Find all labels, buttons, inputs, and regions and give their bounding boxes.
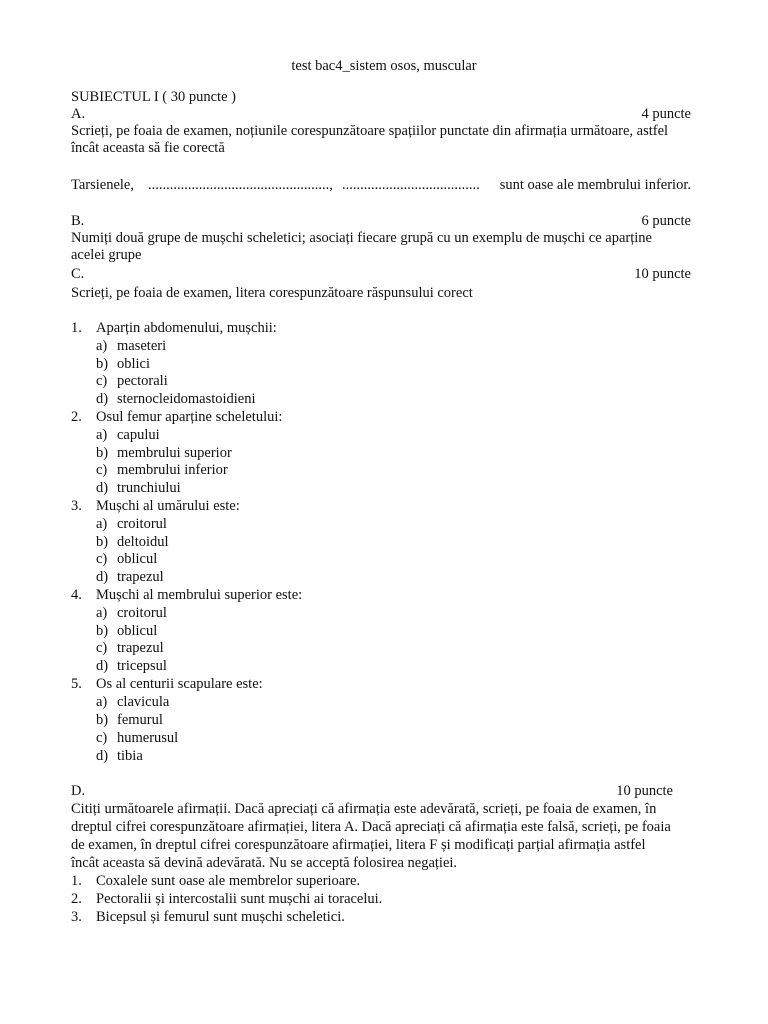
section-d-points: 10 puncte bbox=[616, 783, 673, 799]
statement-text: Bicepsul și femurul sunt mușchi scheletici. bbox=[96, 909, 345, 925]
section-b-letter: B. bbox=[71, 213, 85, 229]
section-c-letter: C. bbox=[71, 266, 85, 282]
question-text: Aparțin abdomenului, mușchii: bbox=[96, 320, 277, 336]
option-text: clavicula bbox=[117, 694, 170, 710]
option-letter: d) bbox=[96, 748, 109, 764]
section-d-instruction-cont: încât aceasta să devină adevărată. Nu se acceptă folosirea negației. bbox=[71, 855, 458, 871]
option-letter: b) bbox=[96, 623, 109, 639]
option-text: sternocleidomastoidieni bbox=[117, 391, 256, 407]
question-text: Mușchi al umărului este: bbox=[96, 498, 240, 514]
option-letter: b) bbox=[96, 534, 109, 550]
question-text: Osul femur aparține scheletului: bbox=[96, 409, 283, 425]
option-text: maseteri bbox=[117, 338, 167, 354]
question-number: 3. bbox=[71, 498, 82, 514]
option-letter: c) bbox=[96, 373, 108, 389]
option-letter: c) bbox=[96, 730, 108, 746]
fill-in-blank-2: ...................................... bbox=[342, 177, 480, 193]
option-letter: b) bbox=[96, 712, 109, 728]
document-title: test bac4_sistem osos, muscular bbox=[291, 58, 477, 74]
option-text: croitorul bbox=[117, 605, 167, 621]
question-number: 1. bbox=[71, 320, 82, 336]
section-a-points: 4 puncte bbox=[641, 106, 691, 122]
option-text: pectorali bbox=[117, 373, 168, 389]
option-text: croitorul bbox=[117, 516, 167, 532]
option-letter: a) bbox=[96, 427, 108, 443]
question-number: 2. bbox=[71, 409, 82, 425]
option-letter: a) bbox=[96, 694, 108, 710]
section-d-letter: D. bbox=[71, 783, 86, 799]
option-letter: d) bbox=[96, 569, 109, 585]
option-text: trapezul bbox=[117, 640, 164, 656]
section-b-instruction-cont: acelei grupe bbox=[71, 247, 142, 263]
option-text: oblicul bbox=[117, 623, 158, 639]
option-letter: d) bbox=[96, 391, 109, 407]
section-c-instruction: Scrieți, pe foaia de examen, litera corespunzătoare răspunsului corect bbox=[71, 285, 473, 301]
option-text: tibia bbox=[117, 748, 143, 764]
section-a-letter: A. bbox=[71, 106, 86, 122]
option-text: deltoidul bbox=[117, 534, 169, 550]
option-letter: d) bbox=[96, 658, 109, 674]
statement-number: 1. bbox=[71, 873, 82, 889]
statement-number: 3. bbox=[71, 909, 82, 925]
option-text: trapezul bbox=[117, 569, 164, 585]
question-number: 5. bbox=[71, 676, 82, 692]
option-text: oblici bbox=[117, 356, 151, 372]
option-text: oblicul bbox=[117, 551, 158, 567]
option-letter: a) bbox=[96, 516, 108, 532]
subject-heading: SUBIECTUL I ( 30 puncte ) bbox=[71, 89, 236, 105]
option-text: capului bbox=[117, 427, 160, 443]
section-d-instruction-cont: de examen, în dreptul cifrei corespunzătoare afirmației, litera F și modificați parțial afirmația astfel bbox=[71, 837, 646, 853]
option-letter: c) bbox=[96, 551, 108, 567]
option-text: membrului superior bbox=[117, 445, 232, 461]
section-b-instruction: Numiți două grupe de mușchi scheletici; asociați fiecare grupă cu un exemplu de mușchi ce aparține bbox=[71, 230, 652, 246]
statement-text: Coxalele sunt oase ale membrelor superioare. bbox=[96, 873, 361, 889]
fill-in-blank-1: .................................................., bbox=[148, 177, 333, 193]
option-text: membrului inferior bbox=[117, 462, 228, 478]
question-number: 4. bbox=[71, 587, 82, 603]
section-c-points: 10 puncte bbox=[634, 266, 691, 282]
question-text: Mușchi al membrului superior este: bbox=[96, 587, 303, 603]
option-letter: b) bbox=[96, 356, 109, 372]
section-b-points: 6 puncte bbox=[641, 213, 691, 229]
section-a-instruction: Scrieți, pe foaia de examen, noțiunile corespunzătoare spațiilor punctate din afirmația următoare, astfel bbox=[71, 123, 669, 139]
section-d-instruction-cont: dreptul cifrei corespunzătoare afirmației, litera A. Dacă apreciați că afirmația este falsă, scrieți, pe foaia bbox=[71, 819, 671, 835]
option-text: tricepsul bbox=[117, 658, 167, 674]
option-letter: c) bbox=[96, 462, 108, 478]
statement-text: Pectoralii și intercostalii sunt mușchi ai toracelui. bbox=[96, 891, 383, 907]
option-letter: b) bbox=[96, 445, 109, 461]
statement-number: 2. bbox=[71, 891, 82, 907]
option-text: trunchiului bbox=[117, 480, 181, 496]
option-text: femurul bbox=[117, 712, 163, 728]
option-text: humerusul bbox=[117, 730, 179, 746]
option-letter: a) bbox=[96, 605, 108, 621]
section-d-instruction: Citiți următoarele afirmații. Dacă apreciați că afirmația este adevărată, scrieți, pe foaia de examen, în bbox=[71, 801, 657, 817]
option-letter: c) bbox=[96, 640, 108, 656]
fill-in-end: sunt oase ale membrului inferior. bbox=[499, 177, 691, 193]
option-letter: a) bbox=[96, 338, 108, 354]
fill-in-start: Tarsienele, bbox=[71, 177, 134, 193]
option-letter: d) bbox=[96, 480, 109, 496]
question-text: Os al centurii scapulare este: bbox=[96, 676, 263, 692]
section-a-instruction-cont: încât aceasta să fie corectă bbox=[71, 140, 225, 156]
